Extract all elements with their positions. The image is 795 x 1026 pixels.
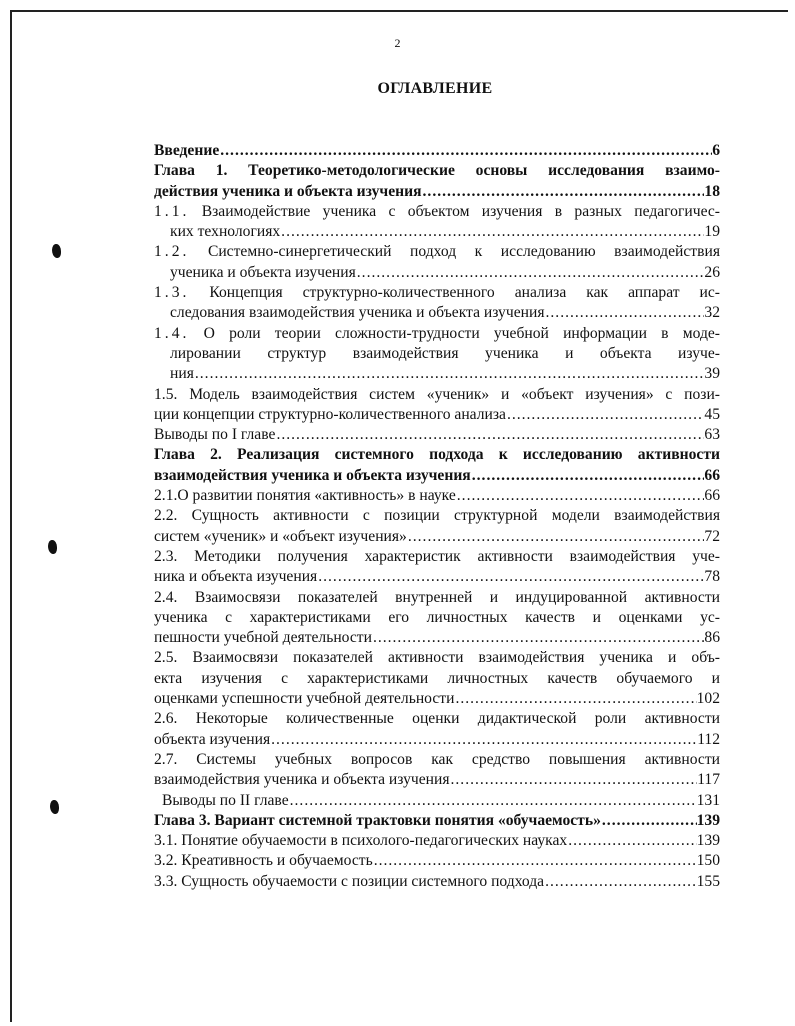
toc-entry-1-5[interactable]: 1.5. Модель взаимодействия систем «ученик» и «объект изучения» с пози- ции концепции структурно-количественного анализа ..... 45 bbox=[154, 385, 720, 426]
table-of-contents bbox=[154, 141, 720, 892]
toc-entry-conclusions-2[interactable]: Выводы по II главе ..... 131 bbox=[154, 791, 720, 811]
toc-entry-3-3[interactable]: 3.3. Сущность обучаемости с позиции системного подхода ..... 155 bbox=[154, 872, 720, 892]
toc-entry-2-5[interactable]: 2.5. Взаимосвязи показателей активности взаимодействия ученика и объ- екта изучения с характеристиками личностных качеств обучаемого и оценками успешности учебной деятельности ..... 102 bbox=[154, 648, 720, 709]
toc-entry-intro[interactable]: Введение ..... 6 bbox=[154, 141, 720, 161]
toc-entry-2-2[interactable]: 2.2. Сущность активности с позиции структурной модели взаимодействия систем «ученик» и «объект изучения» ..... 72 bbox=[154, 506, 720, 547]
toc-entry-2-4[interactable]: 2.4. Взаимосвязи показателей внутренней и индуцированной активности ученика с характеристиками его личностных качеств и оценками ус- пешности учебной деятельности ..... 86 bbox=[154, 588, 720, 649]
scan-edge-top bbox=[10, 10, 788, 12]
toc-entry-chapter-1[interactable]: Глава 1. Теоретико-методологические основы исследования взаимо- действия ученика и объекта изучения ..... 18 bbox=[154, 161, 720, 202]
page-ref: 26 bbox=[704, 263, 720, 281]
toc-entry-chapter-3[interactable]: Глава 3. Вариант системной трактовки понятия «обучаемость» ..... 139 bbox=[154, 811, 720, 831]
page-ref: 32 bbox=[704, 304, 720, 322]
page-ref: 78 bbox=[704, 568, 720, 586]
toc-entry-1-2[interactable]: 1.2. Системно-синергетический подход к исследованию взаимодействия ученика и объекта изучения ..... 26 bbox=[154, 242, 720, 283]
toc-entry-3-2[interactable]: 3.2. Креативность и обучаемость ..... 150 bbox=[154, 851, 720, 871]
page-ref: 18 bbox=[704, 182, 720, 200]
page-ref: 150 bbox=[696, 852, 720, 870]
toc-entry-conclusions-1[interactable]: Выводы по I главе ..... 63 bbox=[154, 425, 720, 445]
binding-hole-mark bbox=[50, 800, 59, 814]
page-ref: 102 bbox=[696, 690, 720, 708]
page-ref: 66 bbox=[704, 487, 720, 505]
page-ref: 19 bbox=[704, 223, 720, 241]
page-ref: 131 bbox=[696, 791, 720, 809]
toc-entry-1-4[interactable]: 1.4. О роли теории сложности-трудности учебной информации в моде- лировании структур взаимодействия ученика и объекта изуче- ния ..... 39 bbox=[154, 324, 720, 385]
toc-entry-chapter-2[interactable]: Глава 2. Реализация системного подхода к исследованию активности взаимодействия ученика и объекта изучения ..... 66 bbox=[154, 445, 720, 486]
scan-edge-left bbox=[10, 10, 12, 1022]
toc-entry-3-1[interactable]: 3.1. Понятие обучаемости в психолого-педагогических науках ..... 139 bbox=[154, 831, 720, 851]
page-ref: 112 bbox=[697, 730, 720, 748]
page-ref: 117 bbox=[697, 771, 720, 789]
binding-hole-mark bbox=[52, 244, 61, 258]
page-ref: 45 bbox=[704, 405, 720, 423]
toc-entry-2-1[interactable]: 2.1.О развитии понятия «активность» в науке ..... 66 bbox=[154, 486, 720, 506]
page-ref: 155 bbox=[696, 872, 720, 890]
page-title: ОГЛАВЛЕНИЕ bbox=[377, 80, 493, 97]
toc-entry-2-3[interactable]: 2.3. Методики получения характеристик активности взаимодействия уче- ника и объекта изучения ..... 78 bbox=[154, 547, 720, 588]
toc-entry-1-3[interactable]: 1.3. Концепция структурно-количественного анализа как аппарат ис- следования взаимодействия ученика и объекта изучения ..... 32 bbox=[154, 283, 720, 324]
page-ref: 63 bbox=[704, 426, 720, 444]
page-ref: 6 bbox=[712, 142, 720, 159]
binding-hole-mark bbox=[48, 540, 57, 554]
page-ref: 86 bbox=[704, 629, 720, 647]
page-ref: 66 bbox=[704, 466, 720, 484]
toc-entry-1-1[interactable]: 1.1. Взаимодействие ученика с объектом изучения в разных педагогичес- ких технологиях ..... 19 bbox=[154, 202, 720, 243]
page-ref: 139 bbox=[696, 811, 720, 829]
page-ref: 139 bbox=[696, 832, 720, 850]
toc-entry-2-6[interactable]: 2.6. Некоторые количественные оценки дидактической роли активности объекта изучения ..... 112 bbox=[154, 709, 720, 750]
page-number: 2 bbox=[394, 36, 401, 50]
page-ref: 72 bbox=[704, 527, 720, 545]
toc-entry-2-7[interactable]: 2.7. Системы учебных вопросов как средство повышения активности взаимодействия ученика и объекта изучения ..... 117 bbox=[154, 750, 720, 791]
page-ref: 39 bbox=[704, 365, 720, 383]
